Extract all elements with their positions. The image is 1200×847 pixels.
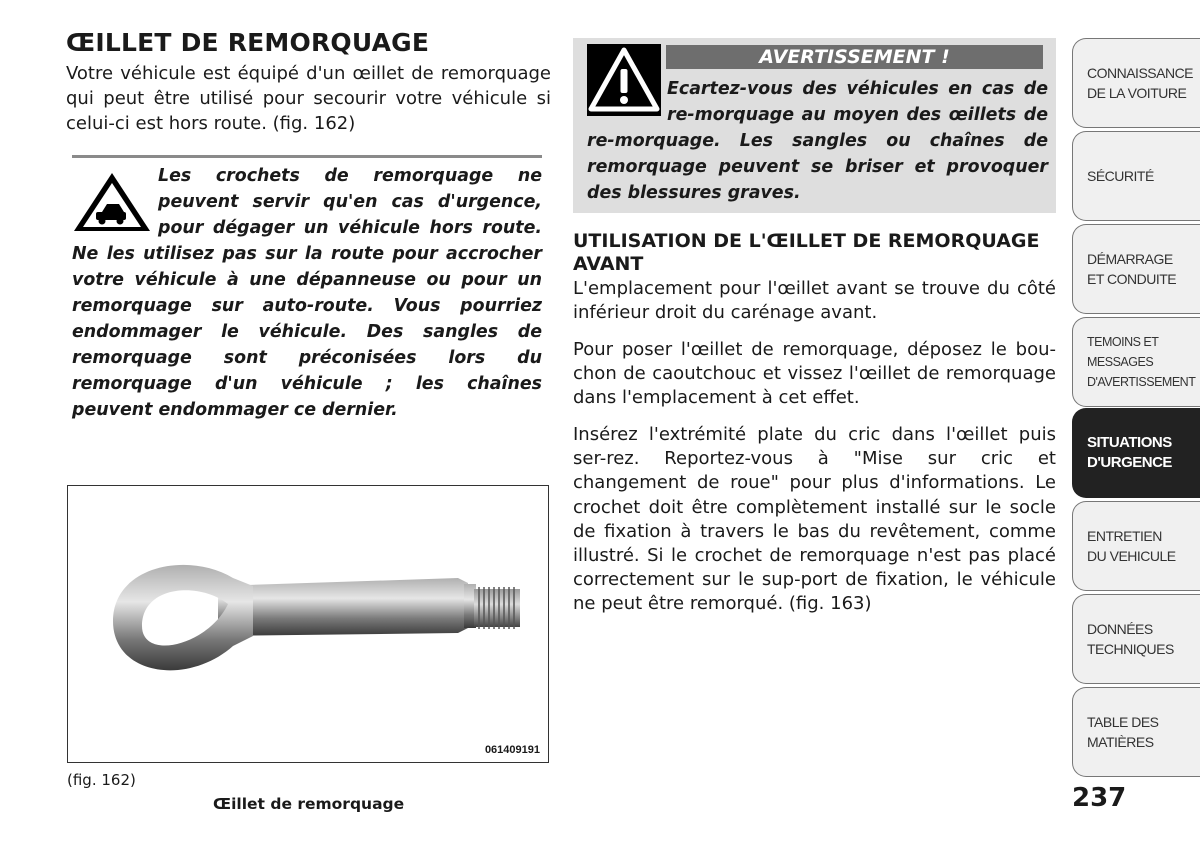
tab-label: DÉMARRAGE ET CONDUITE <box>1087 251 1177 287</box>
tab-connaissance-voiture[interactable] <box>1072 38 1200 128</box>
body-paragraph: L'emplacement pour l'œillet avant se trouve du côté inférieur droit du carénage avant. <box>573 278 1056 324</box>
tab-label: SITUATIONS D'URGENCE <box>1087 434 1172 471</box>
tab-label: SÉCURITÉ <box>1087 168 1154 184</box>
figure-caption: Œillet de remorquage <box>213 795 405 813</box>
tab-label: CONNAISSANCE DE LA VOITURE <box>1087 65 1194 101</box>
body-paragraph: Pour poser l'œillet de remorquage, déposez le bou-chon de caoutchouc et vissez l'œillet de remorquage dans l'emplacement à cet effet. <box>573 339 1056 409</box>
intro-paragraph: Votre véhicule est équipé d'un œillet de remorquage qui peut être utilisé pour secourir votre véhicule si celui-ci est hors route. (fig. 162) <box>66 63 551 134</box>
tab-donnees-techniques[interactable] <box>1072 594 1200 684</box>
warning-box <box>573 38 1056 213</box>
section-heading: UTILISATION DE L'ŒILLET DE REMORQUAGE AVANT <box>573 230 1040 275</box>
caution-text: Les crochets de remorquage ne peuvent servir qu'en cas d'urgence, pour dégager un véhicule hors route. Ne les utilisez pas sur la route pour accrocher votre véhicule à une dépanneuse ou pour un remorquage sur auto-route. Vous pourriez endommager le véhicule. Des sangles de remorquage sont préconisées lors du remorquage d'un véhicule ; les chaînes peuvent endommager ce dernier. <box>72 166 542 420</box>
page-number: 237 <box>1072 783 1127 813</box>
body-paragraph: Insérez l'extrémité plate du cric dans l'œillet puis ser-rez. Reportez-vous à "Mise sur cric et changement de roue" pour plus d'informations. Le crochet doit être complètement installé sur le socle de fixation à travers le bas du revêtement, comme illustré. Si le crochet de remorquage n'est pas placé correctement sur le sup-port de fixation, le véhicule ne peut être remorqué. (fig. 163) <box>573 424 1056 615</box>
tab-securite[interactable] <box>1072 131 1200 221</box>
tab-entretien-vehicule[interactable] <box>1072 501 1200 591</box>
tab-temoins-messages[interactable] <box>1072 317 1200 407</box>
page-title: ŒILLET DE REMORQUAGE <box>66 28 430 57</box>
warning-text: Ecartez-vous des véhicules en cas de re-morquage au moyen des œillets de re-morquage. Les sangles ou chaînes de remorquage peuvent se briser et provoquer des blessures graves. <box>587 79 1048 203</box>
caution-block <box>72 155 542 423</box>
vehicle-caution-icon <box>72 171 152 233</box>
tab-label: DONNÉES TECHNIQUES <box>1087 621 1174 657</box>
tab-demarrage-conduite[interactable] <box>1072 224 1200 314</box>
tab-label: TABLE DES MATIÈRES <box>1087 714 1159 750</box>
figure-code: 061409191 <box>484 744 540 756</box>
tab-table-matieres[interactable] <box>1072 687 1200 777</box>
tab-label: TEMOINS ET MESSAGES D'AVERTISSEMENT <box>1087 335 1196 389</box>
tow-eye-illustration <box>68 486 548 762</box>
tab-situations-urgence[interactable] <box>1072 408 1200 498</box>
tab-label: ENTRETIEN DU VEHICULE <box>1087 528 1176 564</box>
warning-header: AVERTISSEMENT ! <box>666 45 1043 69</box>
figure-tow-eye <box>67 485 549 763</box>
figure-label: (fig. 162) <box>67 771 136 789</box>
